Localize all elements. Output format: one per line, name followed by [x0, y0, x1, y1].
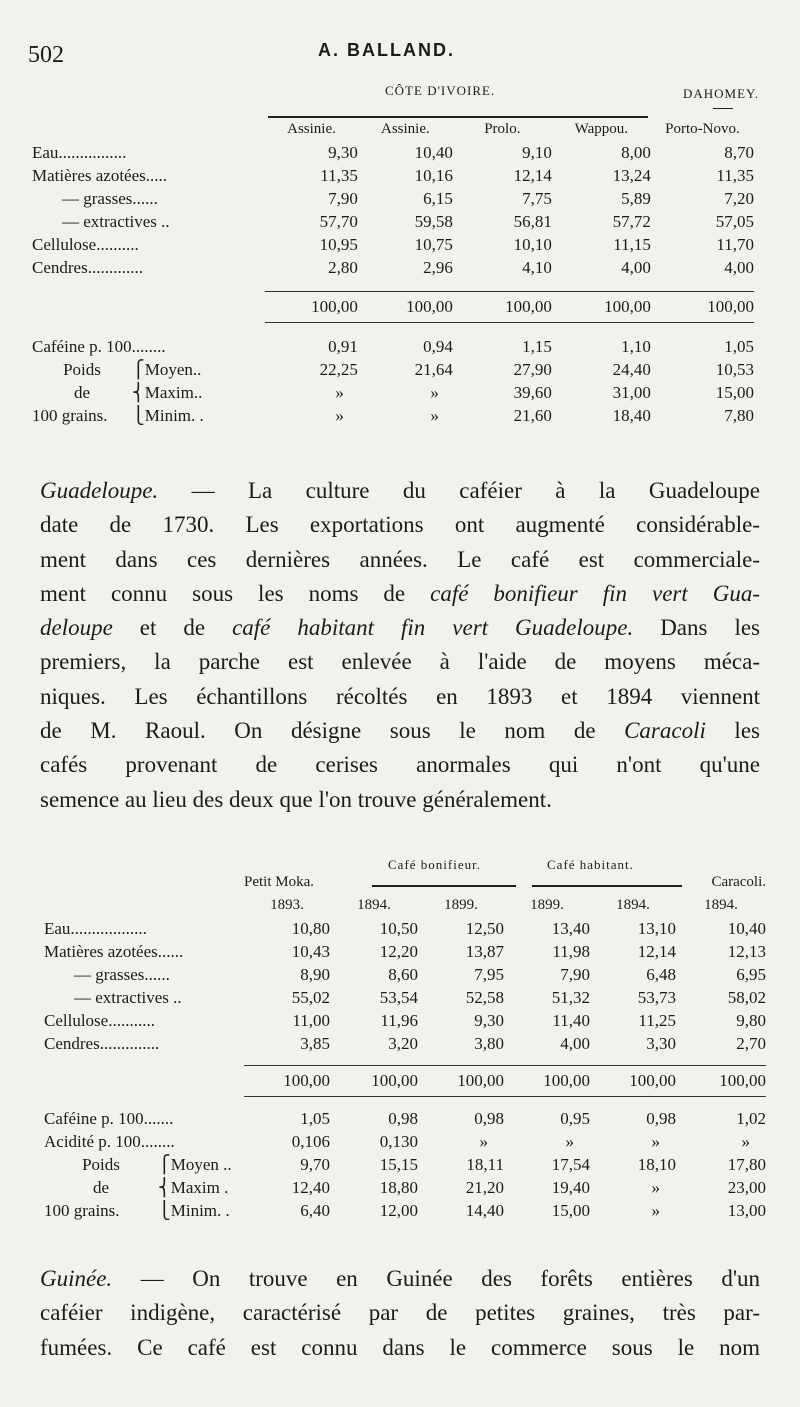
- row-label: Cendres.............: [32, 257, 143, 277]
- table-cell: 14,40: [465, 1200, 504, 1220]
- table-cell: 12,20: [379, 941, 418, 961]
- table-cell: 3,30: [646, 1033, 676, 1053]
- table-cell: 6,95: [736, 964, 766, 984]
- table-cell: 27,90: [513, 359, 552, 379]
- group-label-cafe-habitant: Café habitant.: [547, 857, 634, 872]
- table-cell: 17,80: [727, 1154, 766, 1174]
- brace-glyph: ⎨: [132, 382, 145, 402]
- table-row: [32, 141, 754, 164]
- section-heading: Guinée.: [40, 1266, 113, 1291]
- total-cell: 100,00: [418, 1066, 504, 1097]
- table-row: [32, 210, 754, 233]
- table-cell: 4,00: [621, 257, 651, 277]
- table-cell: »: [651, 1177, 660, 1197]
- table-cell: 2,80: [328, 257, 358, 277]
- column-header: Assinie.: [380, 121, 430, 137]
- table-cell: 10,80: [291, 918, 330, 938]
- table-cell: »: [651, 1200, 660, 1220]
- table-cell: 18,80: [379, 1177, 418, 1197]
- table-cell: 18,40: [612, 405, 651, 425]
- row-label: — extractives ..: [62, 211, 170, 231]
- row-label: Eau..................: [44, 918, 147, 938]
- total-cell: 100,00: [590, 1066, 676, 1097]
- table-cell: 8,90: [300, 964, 330, 984]
- table-cell: 19,40: [551, 1177, 590, 1197]
- table-row: [44, 963, 766, 986]
- table-cell: 59,58: [414, 211, 453, 231]
- table-cell: 10,16: [414, 165, 453, 185]
- table-cell: 15,00: [551, 1200, 590, 1220]
- total-cell: 100,00: [453, 292, 552, 323]
- year-header: 1899.: [530, 897, 564, 913]
- total-cell: 100,00: [330, 1066, 418, 1097]
- table-cell: »: [565, 1131, 574, 1151]
- composition-table-2: [44, 871, 766, 1222]
- section-heading: Guadeloupe.: [40, 478, 159, 503]
- table-cell: 21,60: [513, 405, 552, 425]
- row-label: de: [92, 1177, 110, 1197]
- table-cell: 11,15: [613, 234, 651, 254]
- text-line: date de 1730. Les exportations ont augmenté considérable-: [40, 512, 760, 538]
- table-cell: 15,00: [715, 382, 754, 402]
- table-cell: 11,00: [292, 1010, 330, 1030]
- table-cell: 6,40: [300, 1200, 330, 1220]
- table-row: [32, 164, 754, 187]
- table-cell: 10,40: [727, 918, 766, 938]
- row-label: Acidité p. 100........: [44, 1131, 175, 1151]
- row-sublabel: Moyen..: [144, 359, 202, 379]
- text-line: ment connu sous les noms de café bonifieur fin vert Gua-: [40, 580, 760, 606]
- table-cell: 3,80: [474, 1033, 504, 1053]
- table-row: [32, 256, 754, 279]
- row-label: 100 grains.: [44, 1200, 120, 1220]
- table-cell: 11,35: [716, 165, 754, 185]
- table-row: [44, 1107, 766, 1130]
- row-sublabel: Moyen ..: [170, 1154, 232, 1174]
- row-label: Eau................: [32, 142, 127, 162]
- table-cell: 10,50: [379, 918, 418, 938]
- table-cell: 0,94: [423, 336, 453, 356]
- table-cell: 57,05: [715, 211, 754, 231]
- text-line: premiers, la parche est enlevée à l'aide de moyens méca-: [40, 649, 760, 675]
- table-cell: »: [335, 405, 344, 425]
- table-row: [44, 940, 766, 963]
- table-cell: 1,02: [736, 1108, 766, 1128]
- table-cell: 4,00: [560, 1033, 590, 1053]
- table-cell: 13,40: [551, 918, 590, 938]
- row-label: Cellulose..........: [32, 234, 139, 254]
- table-cell: 0,95: [560, 1108, 590, 1128]
- table-cell: 3,85: [300, 1033, 330, 1053]
- table-cell: 1,15: [522, 336, 552, 356]
- text-line: deloupe et de café habitant fin vert Guadeloupe. Dans les: [40, 615, 760, 641]
- text-line: fumées. Ce café est connu dans le commerce sous le nom: [40, 1334, 760, 1360]
- text-line: Guadeloupe. — La culture du caféier à la Guadeloupe: [40, 478, 760, 503]
- table-cell: 11,98: [552, 941, 590, 961]
- row-label: Cendres..............: [44, 1033, 160, 1053]
- table-cell: 18,11: [466, 1154, 504, 1174]
- text-line: niques. Les échantillons récoltés en 1893 et 1894 viennent: [40, 683, 760, 709]
- row-label: Poids: [63, 359, 101, 379]
- table-cell: 13,87: [465, 941, 504, 961]
- table-row: [44, 986, 766, 1009]
- table-row: [44, 1009, 766, 1032]
- table-cell: 56,81: [513, 211, 552, 231]
- table-cell: 18,10: [637, 1154, 676, 1174]
- table-cell: »: [430, 405, 439, 425]
- table-cell: »: [479, 1131, 488, 1151]
- row-label: de: [73, 382, 91, 402]
- row-sublabel: Maxim..: [144, 382, 203, 402]
- row-label: Matières azotées......: [44, 941, 184, 961]
- table-cell: 15,15: [379, 1154, 418, 1174]
- column-header: Wappou.: [574, 121, 629, 137]
- table-cell: 11,70: [716, 234, 754, 254]
- row-sublabel: Minim. .: [170, 1200, 230, 1220]
- table-cell: »: [430, 382, 439, 402]
- table-cell: 52,58: [465, 987, 504, 1007]
- table-cell: 31,00: [612, 382, 651, 402]
- table-cell: 0,130: [379, 1131, 418, 1151]
- table-cell: 10,95: [319, 234, 358, 254]
- table-cell: 6,48: [646, 964, 676, 984]
- table-row: [44, 1032, 766, 1055]
- text-line: de M. Raoul. On désigne sous le nom de Caracoli les: [40, 718, 760, 744]
- total-cell: 100,00: [358, 292, 453, 323]
- table-cell: 9,70: [300, 1154, 330, 1174]
- row-label: Matières azotées.....: [32, 165, 167, 185]
- table-cell: 11,96: [380, 1010, 418, 1030]
- table-cell: 8,60: [388, 964, 418, 984]
- total-cell: 100,00: [651, 292, 754, 323]
- table-cell: 57,72: [612, 211, 651, 231]
- table-cell: 12,14: [513, 165, 552, 185]
- table-cell: 11,35: [320, 165, 358, 185]
- column-header: Assinie.: [287, 121, 336, 137]
- table-cell: 7,90: [328, 188, 358, 208]
- table-cell: 22,25: [319, 359, 358, 379]
- table-cell: 51,32: [551, 987, 590, 1007]
- table-cell: 12,00: [379, 1200, 418, 1220]
- table-cell: 12,50: [465, 918, 504, 938]
- year-header: 1893.: [270, 897, 304, 913]
- table-cell: 2,70: [736, 1033, 766, 1053]
- table-cell: 2,96: [423, 257, 453, 277]
- table-total-row: [32, 292, 754, 323]
- year-header: 1894.: [616, 897, 650, 913]
- table-cell: 0,106: [291, 1131, 330, 1151]
- group-label-cafe-bonifieur: Café bonifieur.: [388, 857, 481, 872]
- table-cell: 53,73: [637, 987, 676, 1007]
- row-label: — extractives ..: [74, 987, 182, 1007]
- row-label: Poids: [82, 1154, 120, 1174]
- total-cell: 100,00: [504, 1066, 590, 1097]
- table-cell: 12,40: [291, 1177, 330, 1197]
- table-cell: 17,54: [551, 1154, 590, 1174]
- table-cell: 12,13: [727, 941, 766, 961]
- table-cell: 10,40: [414, 142, 453, 162]
- table-cell: 10,75: [414, 234, 453, 254]
- total-cell: 100,00: [676, 1066, 766, 1097]
- table-row: [32, 187, 754, 210]
- table-cell: 13,10: [637, 918, 676, 938]
- table-row: [44, 1130, 766, 1153]
- table-cell: 10,53: [715, 359, 754, 379]
- table-cell: 1,05: [300, 1108, 330, 1128]
- table-cell: 0,98: [646, 1108, 676, 1128]
- table-row: [44, 1176, 766, 1199]
- row-label: — grasses......: [74, 964, 170, 984]
- brace-glyph: ⎩: [132, 405, 145, 425]
- brace-glyph: ⎧: [132, 359, 145, 379]
- table-row: [32, 381, 754, 404]
- table-cell: 9,10: [522, 142, 552, 162]
- table-cell: 0,98: [388, 1108, 418, 1128]
- table-row: [44, 917, 766, 940]
- table-cell: 55,02: [291, 987, 330, 1007]
- table-row: [32, 404, 754, 427]
- row-label: Caféine p. 100........: [32, 336, 166, 356]
- table-cell: 57,70: [319, 211, 358, 231]
- brace-glyph: ⎨: [158, 1177, 171, 1197]
- table-cell: 11,40: [552, 1010, 590, 1030]
- table-total-row: [44, 1066, 766, 1097]
- column-header: Prolo.: [484, 121, 521, 137]
- row-sublabel: Maxim .: [170, 1177, 229, 1197]
- table-row: [32, 358, 754, 381]
- table-cell: 7,75: [522, 188, 552, 208]
- table-cell: 7,90: [560, 964, 590, 984]
- table-cell: 1,05: [724, 336, 754, 356]
- table-cell: 6,15: [423, 188, 453, 208]
- group-brace-line: [713, 108, 733, 109]
- group-label-cote-divoire: CÔTE D'IVOIRE.: [385, 83, 496, 98]
- table-row: [32, 233, 754, 256]
- table-cell: 7,20: [724, 188, 754, 208]
- brace-glyph: ⎧: [158, 1154, 171, 1174]
- table-cell: 4,00: [724, 257, 754, 277]
- year-header: 1899.: [444, 897, 478, 913]
- paragraph-guadeloupe: [40, 474, 760, 817]
- year-header: 1894.: [357, 897, 391, 913]
- brace-glyph: ⎩: [158, 1200, 171, 1220]
- table-cell: 11,25: [638, 1010, 676, 1030]
- table-row: [44, 1199, 766, 1222]
- table-cell: 7,95: [474, 964, 504, 984]
- running-head-author: A. BALLAND.: [318, 40, 455, 60]
- table-cell: 53,54: [379, 987, 418, 1007]
- table-cell: 58,02: [727, 987, 766, 1007]
- table-cell: 0,91: [328, 336, 358, 356]
- text-line: caféier indigène, caractérisé par de petites graines, très par-: [40, 1300, 760, 1326]
- paragraph-guinee: [40, 1262, 760, 1365]
- table-cell: 24,40: [612, 359, 651, 379]
- table-cell: 23,00: [727, 1177, 766, 1197]
- table-header-row: [44, 871, 766, 894]
- table-cell: »: [651, 1131, 660, 1151]
- table-row: [32, 335, 754, 358]
- table-header-row: [32, 118, 754, 141]
- row-label: Cellulose...........: [44, 1010, 155, 1030]
- text-line: Guinée. — On trouve en Guinée des forêts entières d'un: [40, 1266, 760, 1291]
- table-cell: 10,10: [513, 234, 552, 254]
- column-header: Porto-Novo.: [665, 121, 740, 137]
- table-cell: »: [335, 382, 344, 402]
- table-row: [44, 1153, 766, 1176]
- table-cell: 13,00: [727, 1200, 766, 1220]
- table-cell: 3,20: [388, 1033, 418, 1053]
- composition-table-1: [32, 118, 754, 427]
- table-cell: 13,24: [612, 165, 651, 185]
- table-cell: 8,70: [724, 142, 754, 162]
- table-cell: 0,98: [474, 1108, 504, 1128]
- table-cell: 10,43: [291, 941, 330, 961]
- table-cell: 1,10: [621, 336, 651, 356]
- column-header: Petit Moka.: [244, 874, 314, 890]
- text-line: semence au lieu des deux que l'on trouve généralement.: [40, 786, 552, 812]
- year-header: 1894.: [704, 897, 738, 913]
- table-cell: 21,20: [465, 1177, 504, 1197]
- page-number: 502: [28, 42, 64, 68]
- total-cell: 100,00: [244, 1066, 330, 1097]
- table-cell: 9,30: [474, 1010, 504, 1030]
- table-cell: 12,14: [637, 941, 676, 961]
- table-cell: 9,30: [328, 142, 358, 162]
- table-cell: 4,10: [522, 257, 552, 277]
- column-header: Caracoli.: [711, 874, 766, 890]
- text-line: ment dans ces dernières années. Le café est commerciale-: [40, 546, 760, 572]
- table-cell: 8,00: [621, 142, 651, 162]
- table-cell: 21,64: [414, 359, 453, 379]
- group-label-dahomey: DAHOMEY.: [683, 86, 760, 101]
- table-cell: 9,80: [736, 1010, 766, 1030]
- table-cell: 39,60: [513, 382, 552, 402]
- text-line: cafés provenant de cerises anormales qui n'ont qu'une: [40, 752, 760, 778]
- table-cell: 5,89: [621, 188, 651, 208]
- table-header-row: [44, 894, 766, 917]
- total-cell: 100,00: [552, 292, 651, 323]
- total-cell: 100,00: [265, 292, 358, 323]
- table-cell: »: [741, 1131, 750, 1151]
- table-cell: 7,80: [724, 405, 754, 425]
- row-sublabel: Minim. .: [144, 405, 204, 425]
- row-label: 100 grains.: [32, 405, 108, 425]
- row-label: — grasses......: [62, 188, 158, 208]
- row-label: Caféine p. 100.......: [44, 1108, 174, 1128]
